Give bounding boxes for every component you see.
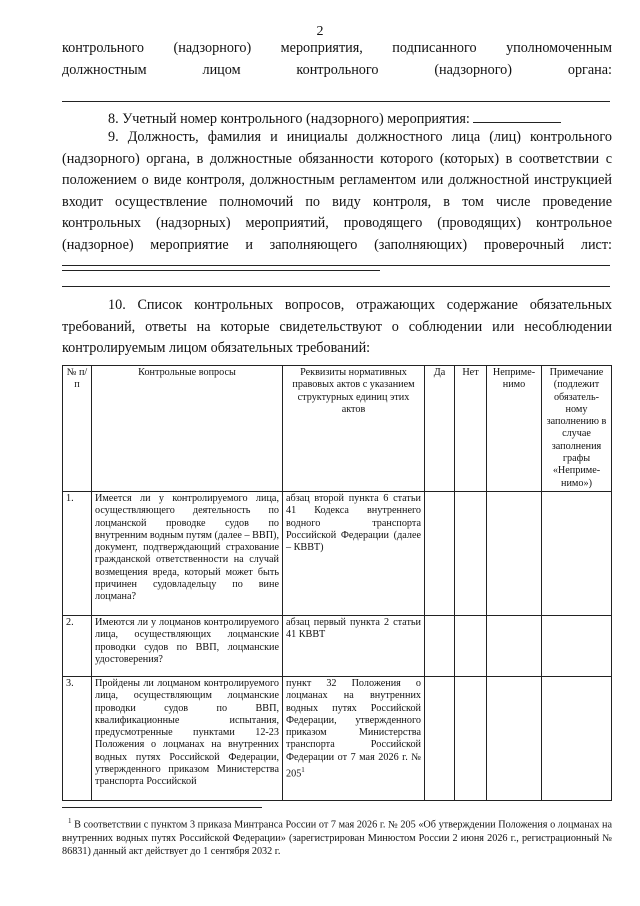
- col-header-na: Неприме-нимо: [487, 366, 542, 492]
- footnote: [62, 815, 612, 859]
- answer-no-cell[interactable]: [455, 676, 487, 800]
- item-8-text: 8. Учетный номер контрольного (надзорного) мероприятия:: [108, 111, 470, 127]
- footnote-marker: 1: [68, 817, 72, 825]
- row-num: 2.: [63, 615, 92, 676]
- footnote-separator: [62, 807, 262, 808]
- answer-na-cell[interactable]: [487, 615, 542, 676]
- note-cell[interactable]: [542, 491, 612, 615]
- note-cell[interactable]: [542, 676, 612, 800]
- intro-line-2: должностным лицом контрольного (надзорного) органа:: [62, 62, 612, 78]
- footnote-text: В соответствии с пунктом 3 приказа Минтранса России от 7 мая 2026 г. № 205 «Об утверждении Положения о лоцманах на внутренних водных путях Российской Федерации» (зарегистрирован Минюстом России 2 июня 2026 г., регистрационный № 86831) данный акт действует до 1 сентября 2032 г.: [62, 819, 612, 858]
- table-header-row: [63, 366, 612, 492]
- row-requisites-text: пункт 32 Положения о лоцманах на внутренних водных путях Российской Федерации, утвержденного приказом Министерства транспорта Российской Федерации от 7 мая 2026 г. № 205: [286, 677, 421, 780]
- answer-yes-cell[interactable]: [425, 615, 455, 676]
- row-requisites: абзац второй пункта 6 статьи 41 Кодекса внутреннего водного транспорта Российской Федерации (далее – КВВТ): [283, 491, 425, 615]
- item-9-blank: [62, 256, 380, 271]
- blank-line: [62, 265, 610, 266]
- row-num: 3.: [63, 676, 92, 800]
- answer-no-cell[interactable]: [455, 491, 487, 615]
- intro-line-1: контрольного (надзорного) мероприятия, подписанного уполномоченным: [62, 40, 612, 56]
- col-header-no: Нет: [455, 366, 487, 492]
- table-row: [63, 615, 612, 676]
- footnote-ref[interactable]: 1: [301, 766, 305, 775]
- item-9-text: 9. Должность, фамилия и инициалы должностного лица (лиц) контрольного (надзорного) органа, в должностные обязанности которого (которых) в соответствии с положением о виде контроля, должностным регламентом или должностной инструкцией входит осуществление полномочий по виду контроля, в том числе проведение контрольных (надзорных) мероприятий, проводящего (проводящих) контрольное (надзорное) мероприятие и заполняющего (заполняющих) проверочный лист:: [62, 129, 612, 253]
- answer-na-cell[interactable]: [487, 676, 542, 800]
- col-header-note: Примечание (подлежит обязатель-ному заполнению в случае заполнения графы «Неприме-нимо»): [542, 366, 612, 492]
- blank-line: [62, 101, 610, 102]
- row-requisites: абзац первый пункта 2 статьи 41 КВВТ: [283, 615, 425, 676]
- row-num: 1.: [63, 491, 92, 615]
- answer-yes-cell[interactable]: [425, 676, 455, 800]
- col-header-question: Контрольные вопросы: [92, 366, 283, 492]
- table-row: [63, 491, 612, 615]
- col-header-yes: Да: [425, 366, 455, 492]
- col-header-requisites: Реквизиты нормативных правовых актов с указанием структурных единиц этих актов: [283, 366, 425, 492]
- row-requisites: [283, 676, 425, 800]
- item-8-blank: [473, 108, 561, 123]
- row-question: Пройдены ли лоцманом контролируемого лица, осуществляющим лоцманские проводки судов по ВВП, квалификационные испытания, предусмотренные пунктами 12-23 Положения о лоцманах на внутренних водных путях Российской Федерации, утвержденного приказом Министерства транспорта Российской: [92, 676, 283, 800]
- row-question: Имеются ли у лоцманов контролируемого лица, осуществляющих лоцманские проводки судов по ВВП, лоцманские удостоверения?: [92, 615, 283, 676]
- row-question: Имеется ли у контролируемого лица, осуществляющего деятельность по лоцманской проводке судов по внутренним водным путям (далее – ВВП), документ, подтверждающий страхование гражданской ответственности на случай возмещения вреда, который может быть причинен судовладельцу по вине лоцмана?: [92, 491, 283, 615]
- answer-na-cell[interactable]: [487, 491, 542, 615]
- note-cell[interactable]: [542, 615, 612, 676]
- table-row: [63, 676, 612, 800]
- answer-yes-cell[interactable]: [425, 491, 455, 615]
- checklist-table: [62, 365, 612, 801]
- page-number: 2: [316, 24, 324, 39]
- col-header-num: № п/п: [63, 366, 92, 492]
- item-10: 10. Список контрольных вопросов, отражающих содержание обязательных требований, ответы на которые свидетельствуют о соблюдении или несоблюдении контролируемым лицом обязательных требований:: [62, 297, 612, 356]
- answer-no-cell[interactable]: [455, 615, 487, 676]
- blank-line: [62, 286, 610, 287]
- item-9: [62, 127, 612, 279]
